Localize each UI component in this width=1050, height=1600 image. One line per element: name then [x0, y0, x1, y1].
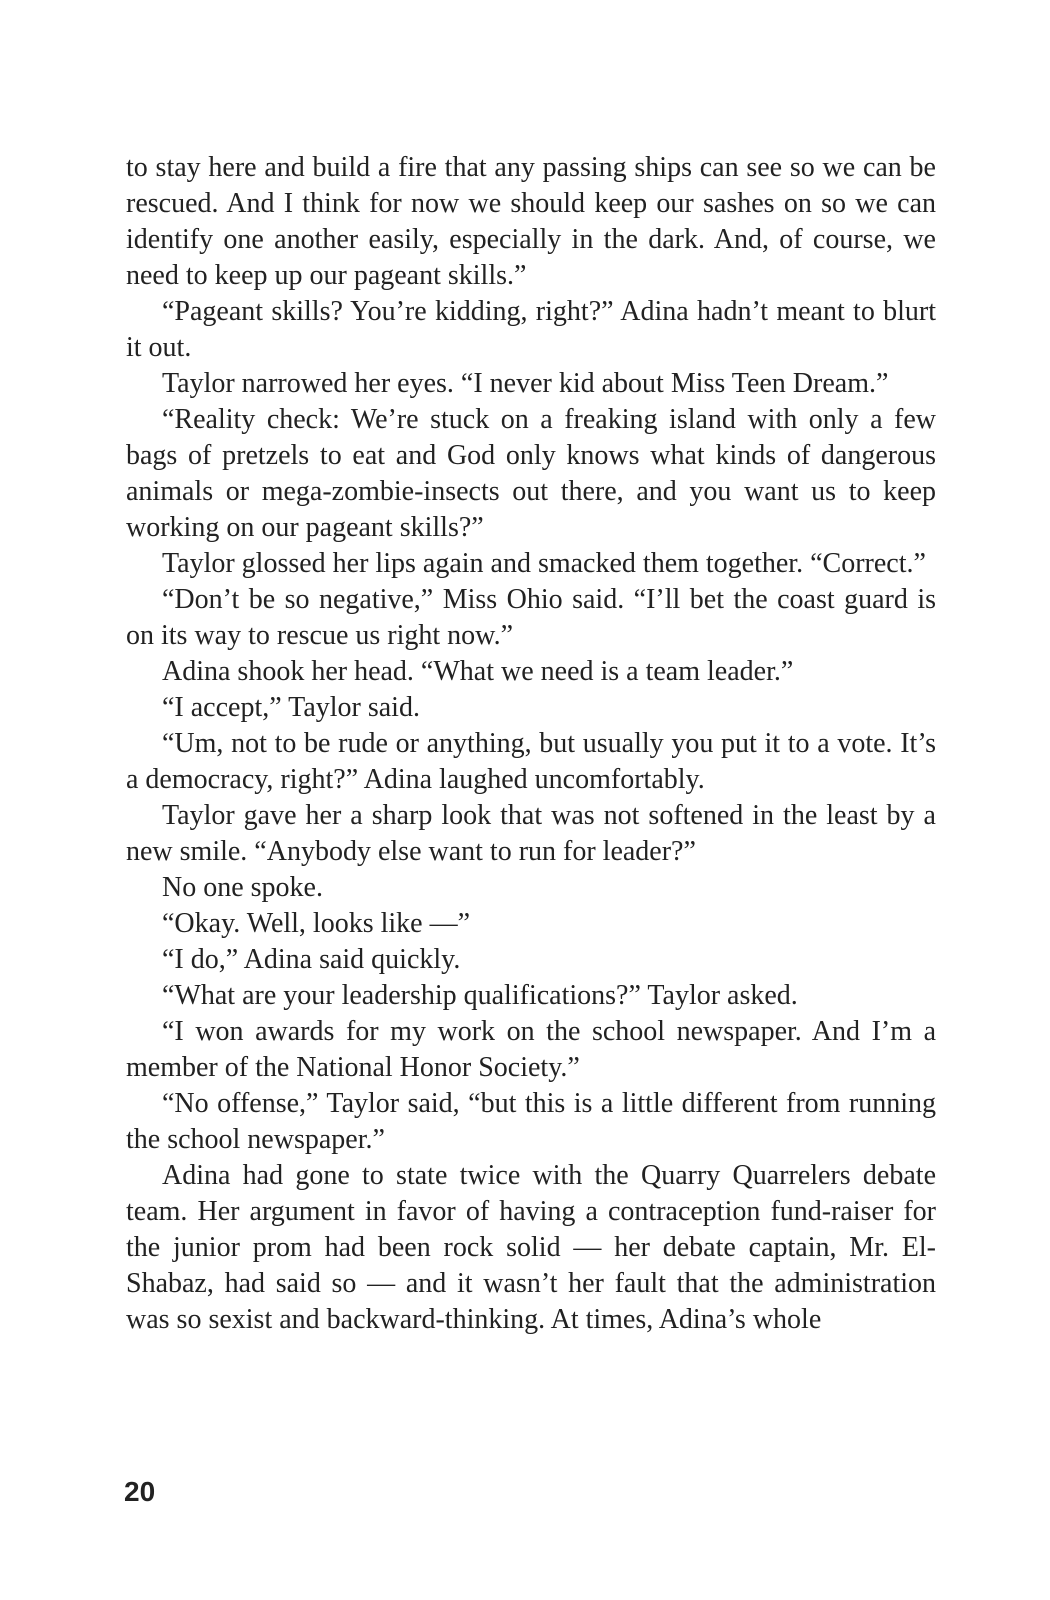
paragraph: Taylor glossed her lips again and smacked them together. “Correct.”	[162, 548, 926, 579]
paragraph: “No offense,” Taylor said, “but this is a little different from running the school newspaper.”	[126, 1088, 936, 1155]
paragraph: “Okay. Well, looks like —”	[162, 908, 471, 939]
page-number: 20	[124, 1476, 156, 1507]
paragraph: Taylor gave her a sharp look that was not softened in the least by a new smile. “Anybody else want to run for leader?”	[126, 800, 936, 867]
paragraph: Taylor narrowed her eyes. “I never kid about Miss Teen Dream.”	[162, 368, 889, 399]
body-text	[126, 150, 936, 1338]
paragraph: “Reality check: We’re stuck on a freaking island with only a few bags of pretzels to eat and God only knows what kinds of dangerous animals or mega-zombie-insects out there, and you want us to keep working on our pageant skills?”	[126, 404, 936, 543]
paragraph: “What are your leadership qualifications?” Taylor asked.	[162, 980, 798, 1011]
paragraph: No one spoke.	[162, 872, 323, 903]
paragraph: “I do,” Adina said quickly.	[162, 944, 461, 975]
paragraph: “I won awards for my work on the school newspaper. And I’m a member of the National Honor Society.”	[126, 1016, 936, 1083]
paragraph: “Don’t be so negative,” Miss Ohio said. “I’ll bet the coast guard is on its way to rescue us right now.”	[126, 584, 936, 651]
paragraph: Adina shook her head. “What we need is a team leader.”	[162, 656, 794, 687]
paragraph: to stay here and build a fire that any passing ships can see so we can be rescued. And I think for now we should keep our sashes on so we can identify one another easily, especially in the dark. And, of course, we need to keep up our pageant skills.”	[126, 152, 936, 291]
paragraph: “Pageant skills? You’re kidding, right?” Adina hadn’t meant to blurt it out.	[126, 296, 936, 363]
paragraph: Adina had gone to state twice with the Quarry Quarrelers debate team. Her argument in favor of having a contraception fund-raiser for the junior prom had been rock solid — her debate captain, Mr. El-Shabaz, had said so — and it wasn’t her fault that the administration was so sexist and backward-thinking. At times, Adina’s whole	[126, 1160, 936, 1335]
paragraph: “I accept,” Taylor said.	[162, 692, 420, 723]
paragraph: “Um, not to be rude or anything, but usually you put it to a vote. It’s a democracy, right?” Adina laughed uncomfortably.	[126, 728, 936, 795]
